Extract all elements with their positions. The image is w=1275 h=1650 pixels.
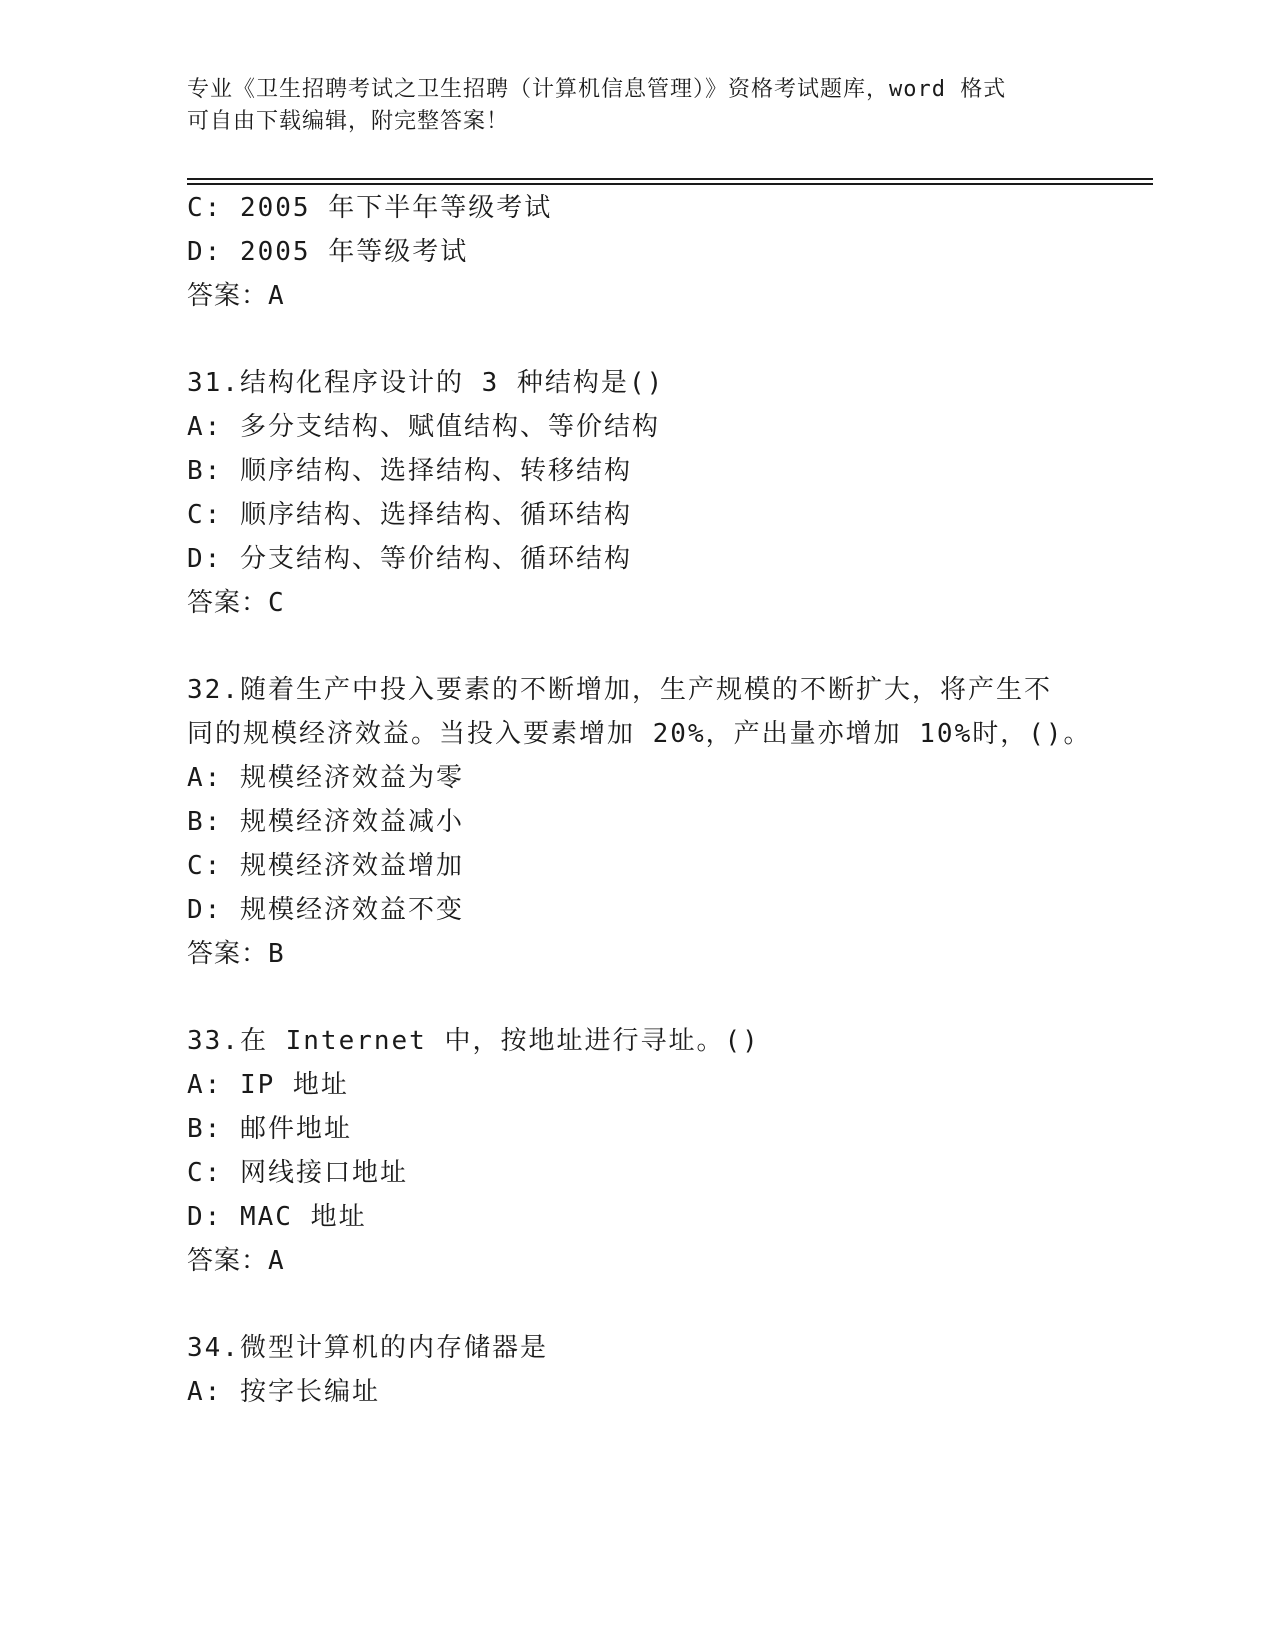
option-a: A: 规模经济效益为零 <box>187 763 464 793</box>
question-34: 34.微型计算机的内存储器是 <box>187 1333 548 1363</box>
answer-line: 答案：A <box>187 281 285 311</box>
option-a: A: 多分支结构、赋值结构、等价结构 <box>187 412 660 442</box>
answer-line: 答案：B <box>187 939 285 969</box>
question-33: 33.在 Internet 中，按地址进行寻址。() <box>187 1026 760 1056</box>
option-d: D: 规模经济效益不变 <box>187 895 464 925</box>
header-line-2: 可自由下载编辑，附完整答案！ <box>187 109 510 134</box>
option-c: C: 网线接口地址 <box>187 1158 408 1188</box>
option-b: B: 顺序结构、选择结构、转移结构 <box>187 456 632 486</box>
question-32-line-2: 同的规模经济效益。当投入要素增加 20%，产出量亦增加 10%时，()。 <box>187 719 1092 749</box>
option-d: D: MAC 地址 <box>187 1202 367 1232</box>
option-d: D: 分支结构、等价结构、循环结构 <box>187 544 632 574</box>
document-header <box>187 74 1087 138</box>
option-a: A: IP 地址 <box>187 1070 349 1100</box>
option-b: B: 规模经济效益减小 <box>187 807 464 837</box>
header-rule-bottom <box>187 183 1153 185</box>
option-d: D: 2005 年等级考试 <box>187 237 469 267</box>
answer-line: 答案：A <box>187 1246 285 1276</box>
question-32-line-1: 32.随着生产中投入要素的不断增加，生产规模的不断扩大，将产生不 <box>187 675 1052 705</box>
question-31: 31.结构化程序设计的 3 种结构是() <box>187 368 665 398</box>
answer-line: 答案：C <box>187 588 285 618</box>
header-line-1: 专业《卫生招聘考试之卫生招聘（计算机信息管理）》资格考试题库，word 格式 <box>187 77 1007 102</box>
option-a: A: 按字长编址 <box>187 1377 380 1407</box>
header-rule-top <box>187 178 1153 180</box>
option-c: C: 顺序结构、选择结构、循环结构 <box>187 500 632 530</box>
option-c: C: 2005 年下半年等级考试 <box>187 193 553 223</box>
option-b: B: 邮件地址 <box>187 1114 352 1144</box>
option-c: C: 规模经济效益增加 <box>187 851 464 881</box>
